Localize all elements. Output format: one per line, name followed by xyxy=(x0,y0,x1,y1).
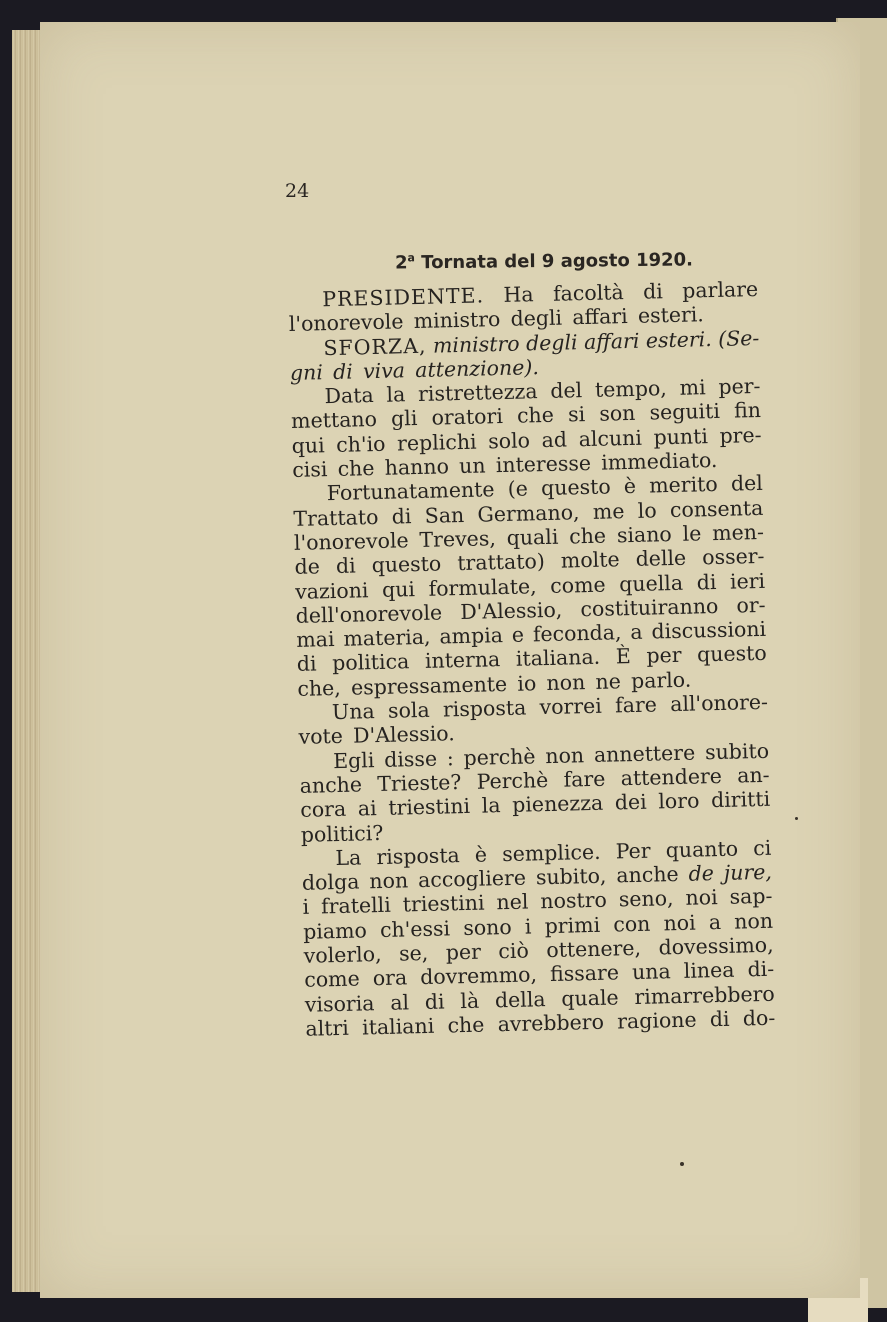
word: mettano xyxy=(290,407,378,434)
word: ci xyxy=(752,835,772,861)
word: Per xyxy=(615,838,651,864)
word: vote xyxy=(298,724,344,750)
word: consenta xyxy=(669,495,764,522)
word: mi xyxy=(679,375,706,400)
word: gli xyxy=(390,406,418,432)
word: esteri. xyxy=(645,326,712,353)
word: per xyxy=(646,643,682,669)
word: risposta xyxy=(442,695,527,722)
word: è xyxy=(623,474,637,499)
word: : xyxy=(446,745,455,771)
word: come xyxy=(549,572,606,598)
word: l'onorevole xyxy=(288,309,404,337)
word: triestini xyxy=(402,890,485,917)
word: noi xyxy=(663,910,696,936)
word: questo xyxy=(696,641,767,667)
word: ai xyxy=(357,796,377,821)
word: con xyxy=(613,911,651,937)
word: me xyxy=(592,498,625,524)
word: vazioni xyxy=(294,577,369,604)
word: replichi xyxy=(396,429,477,456)
ink-speck xyxy=(680,1162,684,1166)
word: parlare xyxy=(681,276,759,303)
word: per xyxy=(445,939,482,965)
word: dell'onorevole xyxy=(295,600,443,628)
word: ministro xyxy=(432,331,520,358)
word: come xyxy=(304,966,360,993)
word: diritti xyxy=(710,787,771,813)
word: interna xyxy=(424,647,501,674)
word: semplice. xyxy=(501,839,601,866)
word: di xyxy=(424,989,445,1014)
word: anche xyxy=(299,772,363,798)
word: anche xyxy=(616,862,679,888)
word: PRESIDENTE. xyxy=(321,283,485,312)
ordinal-marker: a xyxy=(407,251,415,265)
word: questo xyxy=(371,551,442,578)
word: non xyxy=(733,908,774,934)
word: degli xyxy=(510,305,563,332)
word: fare xyxy=(614,692,658,718)
word: ottenere, xyxy=(546,935,642,963)
word: non xyxy=(545,742,585,768)
word: mai xyxy=(296,627,335,653)
word: cora xyxy=(300,797,347,823)
word: ch'io xyxy=(335,431,386,457)
word: di xyxy=(391,503,412,529)
word: accogliere xyxy=(417,865,527,893)
word: osser- xyxy=(701,544,765,570)
word: esteri. xyxy=(637,302,705,329)
word: dei xyxy=(614,789,647,815)
word: materia, xyxy=(343,624,431,651)
word: dovessimo, xyxy=(658,932,774,960)
word: formulate, xyxy=(428,573,537,601)
word: italiani xyxy=(361,1013,435,1040)
word: Egli xyxy=(332,747,375,773)
word: ciò xyxy=(498,938,530,964)
word: visoria xyxy=(304,990,375,1017)
word: ch'essi xyxy=(379,916,451,942)
word: che xyxy=(337,456,375,481)
word: del xyxy=(550,378,583,404)
word: quanto xyxy=(665,836,739,863)
word: alcuni xyxy=(578,425,643,451)
word: tempo, xyxy=(594,376,668,402)
word: Germano, xyxy=(477,499,580,527)
word: fissare xyxy=(549,960,620,987)
word: noi xyxy=(685,885,718,911)
word: interesse xyxy=(495,450,592,478)
word: discussioni xyxy=(651,616,767,644)
word: annettere xyxy=(593,740,696,767)
word: molte xyxy=(560,547,620,573)
word: un xyxy=(458,453,486,479)
word: nel xyxy=(496,889,529,915)
word: di xyxy=(696,569,717,595)
word: fratelli xyxy=(320,893,392,919)
word: questo xyxy=(540,474,611,501)
word: che xyxy=(447,1012,485,1038)
word: all'onore- xyxy=(669,689,769,717)
word: disse xyxy=(383,746,438,772)
word: seguiti xyxy=(649,399,721,425)
session-date: Tornata del 9 agosto 1920. xyxy=(414,249,694,274)
word: vorrei xyxy=(539,693,603,720)
word: rimarrebbero xyxy=(634,981,775,1009)
word: or- xyxy=(736,592,766,618)
word: viva xyxy=(362,358,406,384)
word: immediato. xyxy=(600,448,718,475)
word: Data xyxy=(324,383,374,409)
word: subito, xyxy=(535,863,607,890)
word: cisi xyxy=(292,457,328,483)
word: triestini xyxy=(388,794,471,821)
word: le xyxy=(682,521,702,546)
word: quella xyxy=(618,570,684,596)
word: la xyxy=(481,793,501,818)
word: de xyxy=(688,861,715,886)
word: sono xyxy=(462,914,512,940)
body-text xyxy=(288,277,776,1041)
word: di xyxy=(296,651,317,677)
word: facoltà xyxy=(552,280,624,306)
word: pre- xyxy=(719,422,762,448)
word: D'Alessio. xyxy=(352,721,456,748)
ink-speck xyxy=(795,817,798,820)
word: ministro xyxy=(413,307,501,334)
word: gni xyxy=(289,360,324,385)
page-number: 24 xyxy=(285,180,310,202)
word: ragione xyxy=(616,1007,697,1034)
word: non xyxy=(369,868,409,894)
word: se, xyxy=(398,940,429,966)
word: italiana. xyxy=(515,645,601,672)
word: ampia xyxy=(439,623,504,649)
word: punti xyxy=(653,423,709,450)
word: attendere xyxy=(620,763,723,791)
word: seno, xyxy=(618,886,674,912)
word: dovremmo, xyxy=(419,962,538,990)
word: de xyxy=(294,554,321,580)
word: politici? xyxy=(300,820,384,847)
word: do- xyxy=(742,1005,776,1031)
word: si xyxy=(567,402,586,427)
word: della xyxy=(494,986,546,1012)
word: a xyxy=(630,619,643,645)
word: di xyxy=(709,1006,730,1032)
word: volerlo, xyxy=(303,941,382,968)
word: hanno xyxy=(384,454,450,480)
word: espressamente xyxy=(350,671,508,700)
word: che, xyxy=(297,675,342,701)
word: i xyxy=(302,895,310,920)
word: non xyxy=(546,669,586,695)
word: siano xyxy=(616,521,673,548)
word: San xyxy=(424,502,465,528)
word: qui xyxy=(381,576,416,602)
word: solo xyxy=(487,428,531,454)
word: Una xyxy=(331,699,375,725)
word: parlo. xyxy=(630,667,692,693)
word: pienezza xyxy=(511,790,604,818)
word: trattato) xyxy=(457,549,546,576)
word: linea xyxy=(683,957,735,984)
word: qui xyxy=(291,432,325,458)
word: (e xyxy=(507,476,529,502)
word: loro xyxy=(658,788,700,814)
word: altri xyxy=(305,1015,350,1041)
word: perchè xyxy=(463,743,536,770)
word: risposta xyxy=(376,842,461,869)
word: i xyxy=(524,914,532,939)
word: an- xyxy=(736,762,770,788)
session-number: 2 xyxy=(394,252,408,274)
word: Perchè xyxy=(476,767,549,794)
word: la xyxy=(386,382,406,407)
word: feconda, xyxy=(532,620,622,647)
word: fare xyxy=(563,766,606,792)
word: ristrettezza xyxy=(417,379,538,407)
word: ad xyxy=(541,427,568,452)
word: politica xyxy=(331,649,410,676)
word: io xyxy=(517,671,537,696)
word: lo xyxy=(637,498,657,523)
word: e xyxy=(511,622,525,647)
word: delle xyxy=(635,545,687,572)
word: costituiranno xyxy=(580,593,719,622)
word: ne xyxy=(595,669,622,694)
word: è xyxy=(474,842,488,867)
session-heading xyxy=(395,248,693,273)
word: ora xyxy=(372,965,408,991)
word: È xyxy=(615,644,632,669)
word: di xyxy=(332,359,354,384)
word: al xyxy=(389,989,410,1015)
word: (Se- xyxy=(717,325,760,351)
word: Trattato xyxy=(293,504,379,531)
word: oratori xyxy=(431,404,504,431)
word: affari xyxy=(583,328,640,354)
word: merito xyxy=(648,472,718,498)
word: una xyxy=(631,959,671,985)
word: quali xyxy=(506,524,559,550)
word: che xyxy=(568,523,607,549)
word: primi xyxy=(544,912,601,938)
word: sap- xyxy=(729,884,773,910)
word: di xyxy=(642,279,664,304)
word: là xyxy=(460,988,480,1013)
word: fin xyxy=(733,398,762,424)
word: avrebbero xyxy=(497,1009,605,1037)
word: son xyxy=(599,401,636,427)
word: Trieste? xyxy=(377,769,462,796)
word: Fortunatamente xyxy=(326,477,495,506)
word: piamo xyxy=(302,918,368,944)
word: attenzione). xyxy=(414,355,540,382)
word: di- xyxy=(747,957,775,982)
word: a xyxy=(708,909,722,934)
word: degli xyxy=(525,329,578,355)
word: quale xyxy=(561,985,619,1011)
word: subito xyxy=(704,738,770,764)
word: del xyxy=(730,471,763,496)
word: ieri xyxy=(729,568,766,594)
word: Ha xyxy=(503,282,534,307)
word: per- xyxy=(718,374,761,400)
word: dolga xyxy=(301,869,360,895)
word: SFORZA, xyxy=(323,333,427,360)
word: sola xyxy=(387,697,430,723)
word: men- xyxy=(711,519,765,546)
word: Treves, xyxy=(419,526,497,552)
word: jure, xyxy=(723,859,773,886)
word: La xyxy=(335,845,362,870)
word: D'Alessio, xyxy=(460,597,563,624)
word: nostro xyxy=(540,888,608,914)
word: di xyxy=(335,553,356,579)
word: affari xyxy=(572,304,628,330)
word: che xyxy=(516,403,555,429)
word: l'onorevole xyxy=(293,528,409,555)
